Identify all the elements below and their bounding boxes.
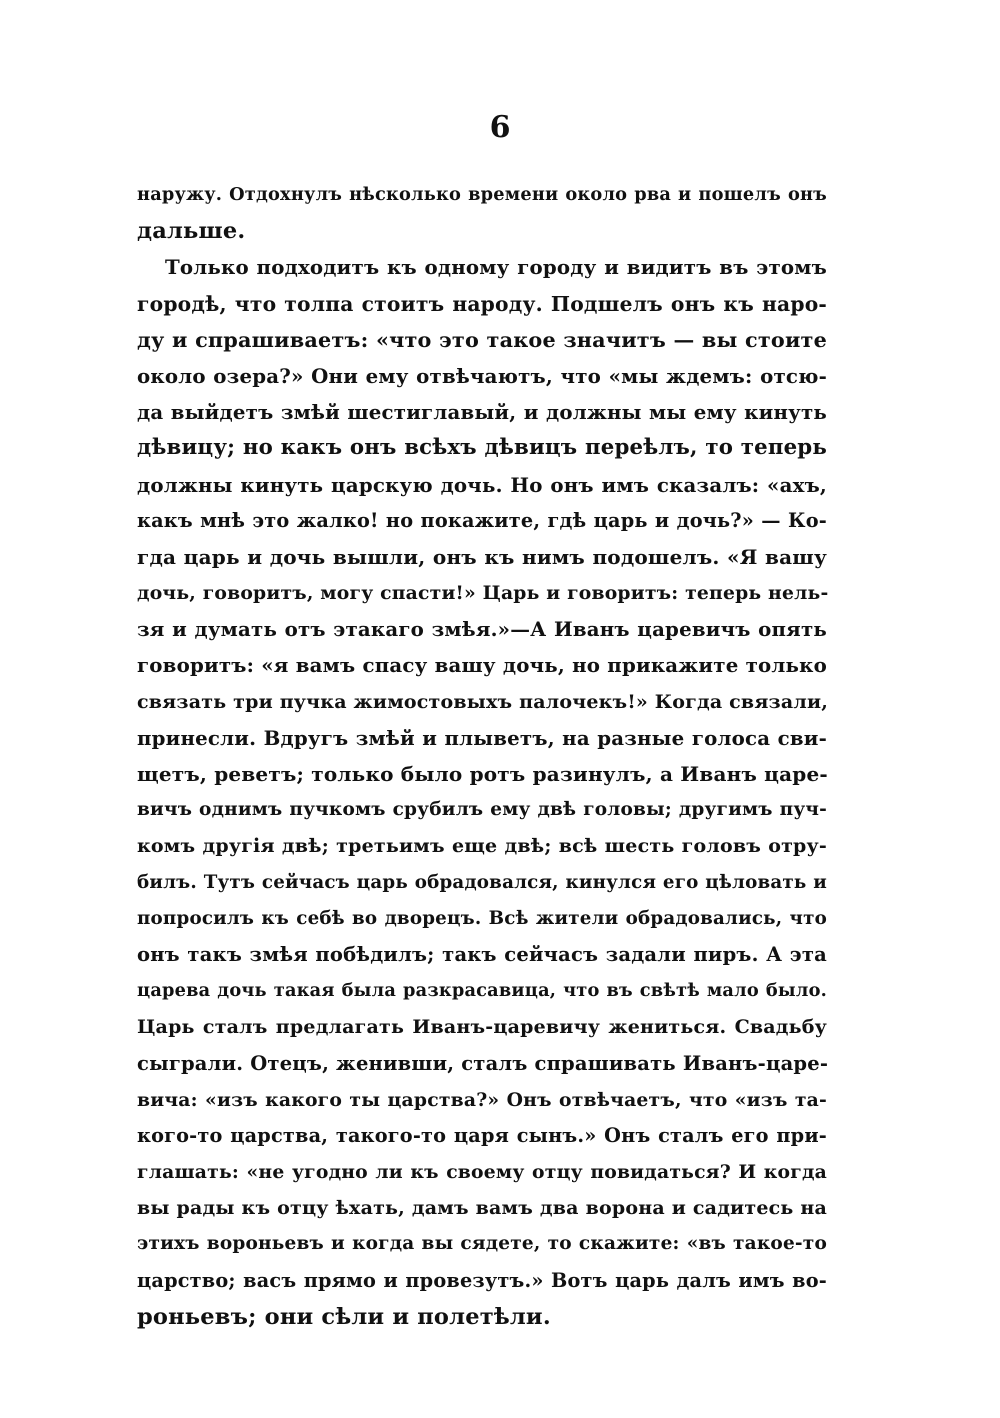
- text-line: дѣвицу; но какъ онъ всѣхъ дѣвицъ переѣлъ, то теперь: [137, 435, 827, 461]
- text-line: Царь сталъ предлагать Иванъ-царевичу жениться. Свадьбу: [137, 1016, 827, 1039]
- text-line: говоритъ: «я вамъ спасу вашу дочь, но прикажите только: [137, 653, 827, 678]
- text-line: Только подходитъ къ одному городу и видитъ въ этомъ: [165, 255, 827, 280]
- text-line: городѣ, что толпа стоитъ народу. Подшелъ онъ къ наро-: [137, 291, 827, 316]
- text-line: да выйдетъ змѣй шестиглавый, и должны мы ему кинуть: [137, 400, 827, 425]
- text-line: роньевъ; они сѣли и полетѣли.: [137, 1303, 551, 1330]
- text-line: гда царь и дочь вышли, онъ къ нимъ подошелъ. «Я вашу: [137, 544, 827, 569]
- story-text: [137, 177, 827, 1335]
- text-line: щетъ, реветъ; только было ротъ разинулъ, а Иванъ царе-: [137, 762, 828, 786]
- text-line: зя и думать отъ этакаго змѣя.»—А Иванъ царевичъ опять: [137, 617, 827, 642]
- text-line: должны кинуть царскую дочь. Но онъ имъ сказалъ: «ахъ,: [137, 472, 827, 497]
- text-line: принесли. Вдругъ змѣй и плыветъ, на разные голоса сви-: [137, 725, 827, 750]
- text-line: билъ. Тутъ сейчасъ царь обрадовался, кинулся его цѣловать и: [137, 871, 827, 893]
- text-line: этихъ вороньевъ и когда вы сядете, то скажите: «въ такое-то: [137, 1233, 827, 1255]
- text-line: глашать: «не угодно ли къ своему отцу повидаться? И когда: [137, 1161, 827, 1184]
- text-line: царева дочь такая была разкрасавица, что въ свѣтѣ мало было.: [137, 980, 827, 1002]
- text-line: какъ мнѣ это жалко! но покажите, гдѣ царь и дочь?» — Ко-: [137, 508, 827, 532]
- text-line: дочь, говоритъ, могу спасти!» Царь и говоритъ: теперь нель-: [137, 582, 829, 605]
- page-number: 6: [489, 110, 511, 145]
- text-line: вы рады къ отцу ѣхать, дамъ вамъ два ворона и садитесь на: [137, 1197, 827, 1220]
- text-line: ду и спрашиваетъ: «что это такое значитъ — вы стоите: [137, 327, 827, 352]
- text-line: онъ такъ змѣя побѣдилъ; такъ сейчасъ задали пиръ. А эта: [137, 942, 827, 966]
- text-line: связать три пучка жимостовыхъ палочекъ!» Когда связали,: [137, 690, 829, 713]
- text-line: дальше.: [137, 218, 246, 245]
- text-line: комъ другія двѣ; третьимъ еще двѣ; всѣ шесть головъ отру-: [137, 835, 827, 858]
- text-line: около озера?» Они ему отвѣчаютъ, что «мы ждемъ: отсю-: [137, 363, 827, 388]
- text-line: кого-то царства, такого-то царя сынъ.» Онъ сталъ его при-: [137, 1123, 827, 1147]
- text-line: царство; васъ прямо и провезутъ.» Вотъ царь далъ имъ во-: [137, 1268, 827, 1292]
- text-line: попросилъ къ себѣ во дворецъ. Всѣ жители обрадовались, что: [137, 907, 827, 929]
- text-line: вича: «изъ какого ты царства?» Онъ отвѣчаетъ, что «изъ та-: [137, 1088, 827, 1111]
- text-line: сыграли. Отецъ, женивши, сталъ спрашивать Иванъ-царе-: [137, 1051, 829, 1075]
- text-line: наружу. Отдохнулъ нѣсколько времени около рва и пошелъ онъ: [137, 184, 827, 205]
- text-line: вичъ однимъ пучкомъ срубилъ ему двѣ головы; другимъ пуч-: [137, 799, 827, 821]
